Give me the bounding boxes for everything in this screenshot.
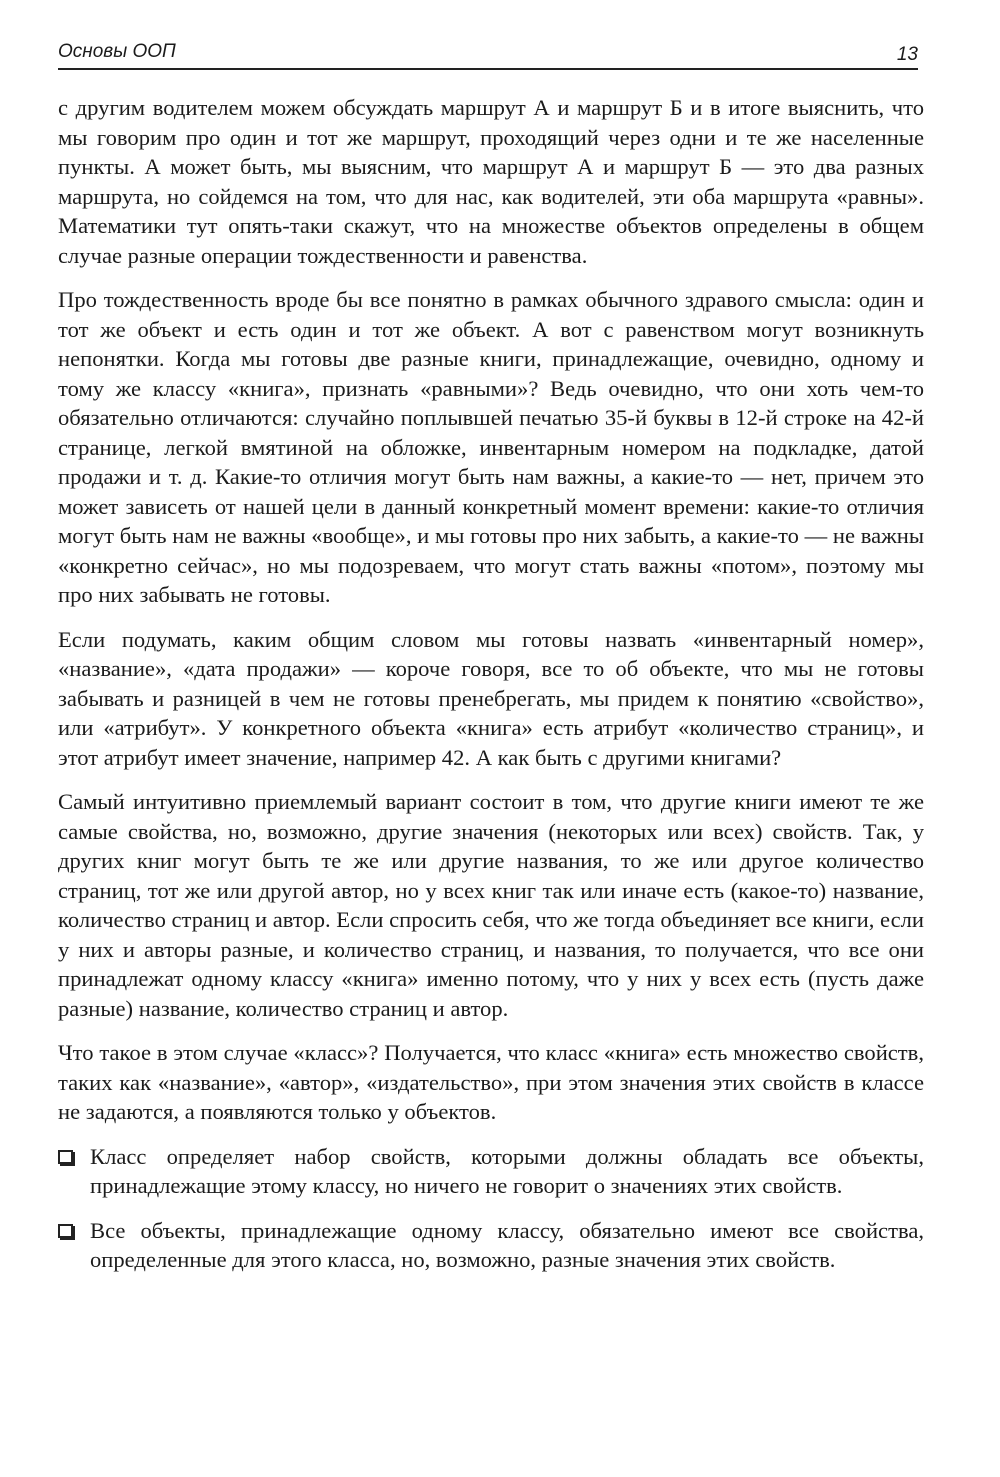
paragraph-2: Про тождественность вроде бы все понятно в рамках обычного здравого смысла: один и тот же объект и есть один и тот же объект. А вот с равенством могут возникнуть непонятки. Когда мы готовы две разные книги, принадлежащие, очевидно, одному и тому же классу «книга», признать «равными»? Ведь очевидно, что они хоть чем-то обязательно отличаются: случайно поплывшей печатью 35-й буквы в 12-й строке на 42-й странице, легкой вмятиной на обложке, инвентарным номером на подкладке, датой продажи и т. д. Какие-то отличия могут быть нам важны, а какие-то — нет, причем это может зависеть от нашей цели в данный конкретный момент времени: какие-то отличия могут быть нам не важны «вообще», и мы готовы про них забыть, а какие-то — не важны «конкретно сейчас», но мы подозреваем, что могут стать важны «потом», поэтому мы про них забывать не готовы. — [58, 287, 924, 607]
bullet-item-1 — [58, 1142, 924, 1201]
paragraph-5: Что такое в этом случае «класс»? Получается, что класс «книга» есть множество свойств, таких как «название», «автор», «издательство», при этом значения этих свойств в классе не задаются, а появляются только у объектов. — [58, 1040, 924, 1124]
bullet-text-1: Класс определяет набор свойств, которыми должны обладать все объекты, принадлежащие этому классу, но ничего не говорит о значениях этих свойств. — [90, 1143, 924, 1198]
bullet-text-2: Все объекты, принадлежащие одному классу, обязательно имеют все свойства, определенные для этого класса, но, возможно, разные значения этих свойств. — [90, 1217, 924, 1272]
page-number: 13 — [896, 44, 918, 65]
checkbox-bullet-icon — [58, 1150, 73, 1164]
paragraph-1: с другим водителем можем обсуждать маршрут А и маршрут Б и в итоге выяснить, что мы говорим про один и тот же маршрут, проходящий через одни и те же населенные пункты. А может быть, мы выясним, что маршрут А и маршрут Б — это два разных маршрута, но сойдемся на том, что для нас, как водителей, эти оба маршрута «равны». Математики тут опять-таки скажут, что на множестве объектов определены в общем случае разные операции тождественности и равенства. — [58, 95, 924, 268]
paragraph-4: Самый интуитивно приемлемый вариант состоит в том, что другие книги имеют те же самые свойства, но, возможно, другие значения (некоторых или всех) свойств. Так, у других книг могут быть те же или другие названия, то же или другое количество страниц, тот же или другой автор, но у всех книг так или иначе есть (какое-то) название, количество страниц и автор. Если спросить себя, что же тогда объединяет все книги, если у них и авторы разные, и количество страниц, и названия, то получается, что все они принадлежат одному классу «книга» именно потому, что у них у всех есть (пусть даже разные) название, количество страниц и автор. — [58, 789, 924, 1021]
page-body — [58, 93, 924, 1290]
bullet-item-2 — [58, 1216, 924, 1275]
paragraph-3: Если подумать, каким общим словом мы готовы назвать «инвентарный номер», «название», «дата продажи» — короче говоря, все то об объекте, что мы не готовы забывать и разницей в чем не готовы пренебрегать, мы придем к понятию «свойство», или «атрибут». У конкретного объекта «книга» есть атрибут «количество страниц», и этот атрибут имеет значение, например 42. А как быть с другими книгами? — [58, 626, 924, 770]
running-header — [58, 38, 918, 70]
chapter-title: Основы ООП — [58, 41, 176, 62]
checkbox-bullet-icon — [58, 1224, 73, 1238]
